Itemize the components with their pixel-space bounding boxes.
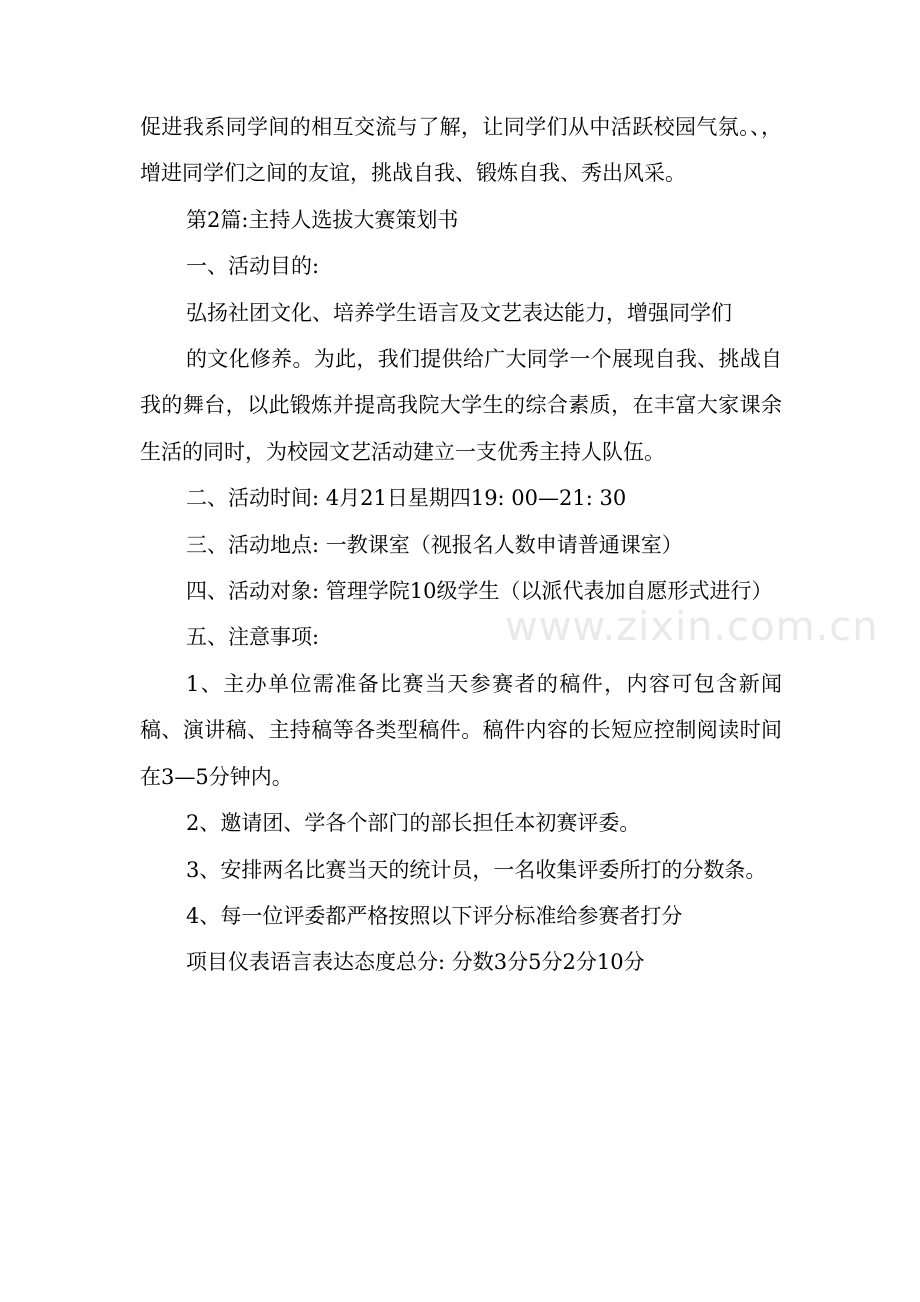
document-body [140, 104, 782, 986]
heading-notes: 五、注意事项: [186, 625, 320, 650]
paragraph-intro-continuation: 促进我系同学间的相互交流与了解，让同学们从中活跃校园气氛。、，增进同学们之间的友谊，挑战自我、锻炼自我、秀出风采。 [140, 115, 782, 186]
heading-purpose: 一、活动目的: [186, 254, 320, 279]
item-location: 三、活动地点: 一教课室（视报名人数申请普通课室） [186, 532, 683, 557]
paragraph-purpose-detail: 的文化修养。为此，我们提供给广大同学一个展现自我、挑战自我的舞台，以此锻炼并提高我院大学生的综合素质，在丰富大家课余生活的同时，为校园文艺活动建立一支优秀主持人队伍。 [140, 347, 782, 464]
note-item-3: 3、安排两名比赛当天的统计员，一名收集评委所打的分数条。 [186, 857, 767, 882]
watermark: www.zixin.com.cn [505, 604, 879, 650]
note-item-1: 1、主办单位需准备比赛当天参赛者的稿件，内容可包含新闻稿、演讲稿、主持稿等各类型稿件。稿件内容的长短应控制阅读时间在3—5分钟内。 [140, 671, 782, 789]
note-item-2: 2、邀请团、学各个部门的部长担任本初赛评委。 [186, 811, 641, 836]
note-item-4: 4、每一位评委都严格按照以下评分标准给参赛者打分 [186, 903, 683, 928]
paragraph-purpose: 弘扬社团文化、培养学生语言及文艺表达能力，增强同学们 [186, 300, 732, 325]
section-title: 第2篇:主持人选拔大赛策划书 [186, 207, 459, 232]
scoring-row: 项目仪表语言表达态度总分: 分数3分5分2分10分 [186, 950, 645, 975]
item-audience: 四、活动对象: 管理学院10级学生（以派代表加自愿形式进行） [186, 579, 773, 604]
item-time: 二、活动时间: 4月21日星期四19: 00—21: 30 [186, 486, 627, 511]
